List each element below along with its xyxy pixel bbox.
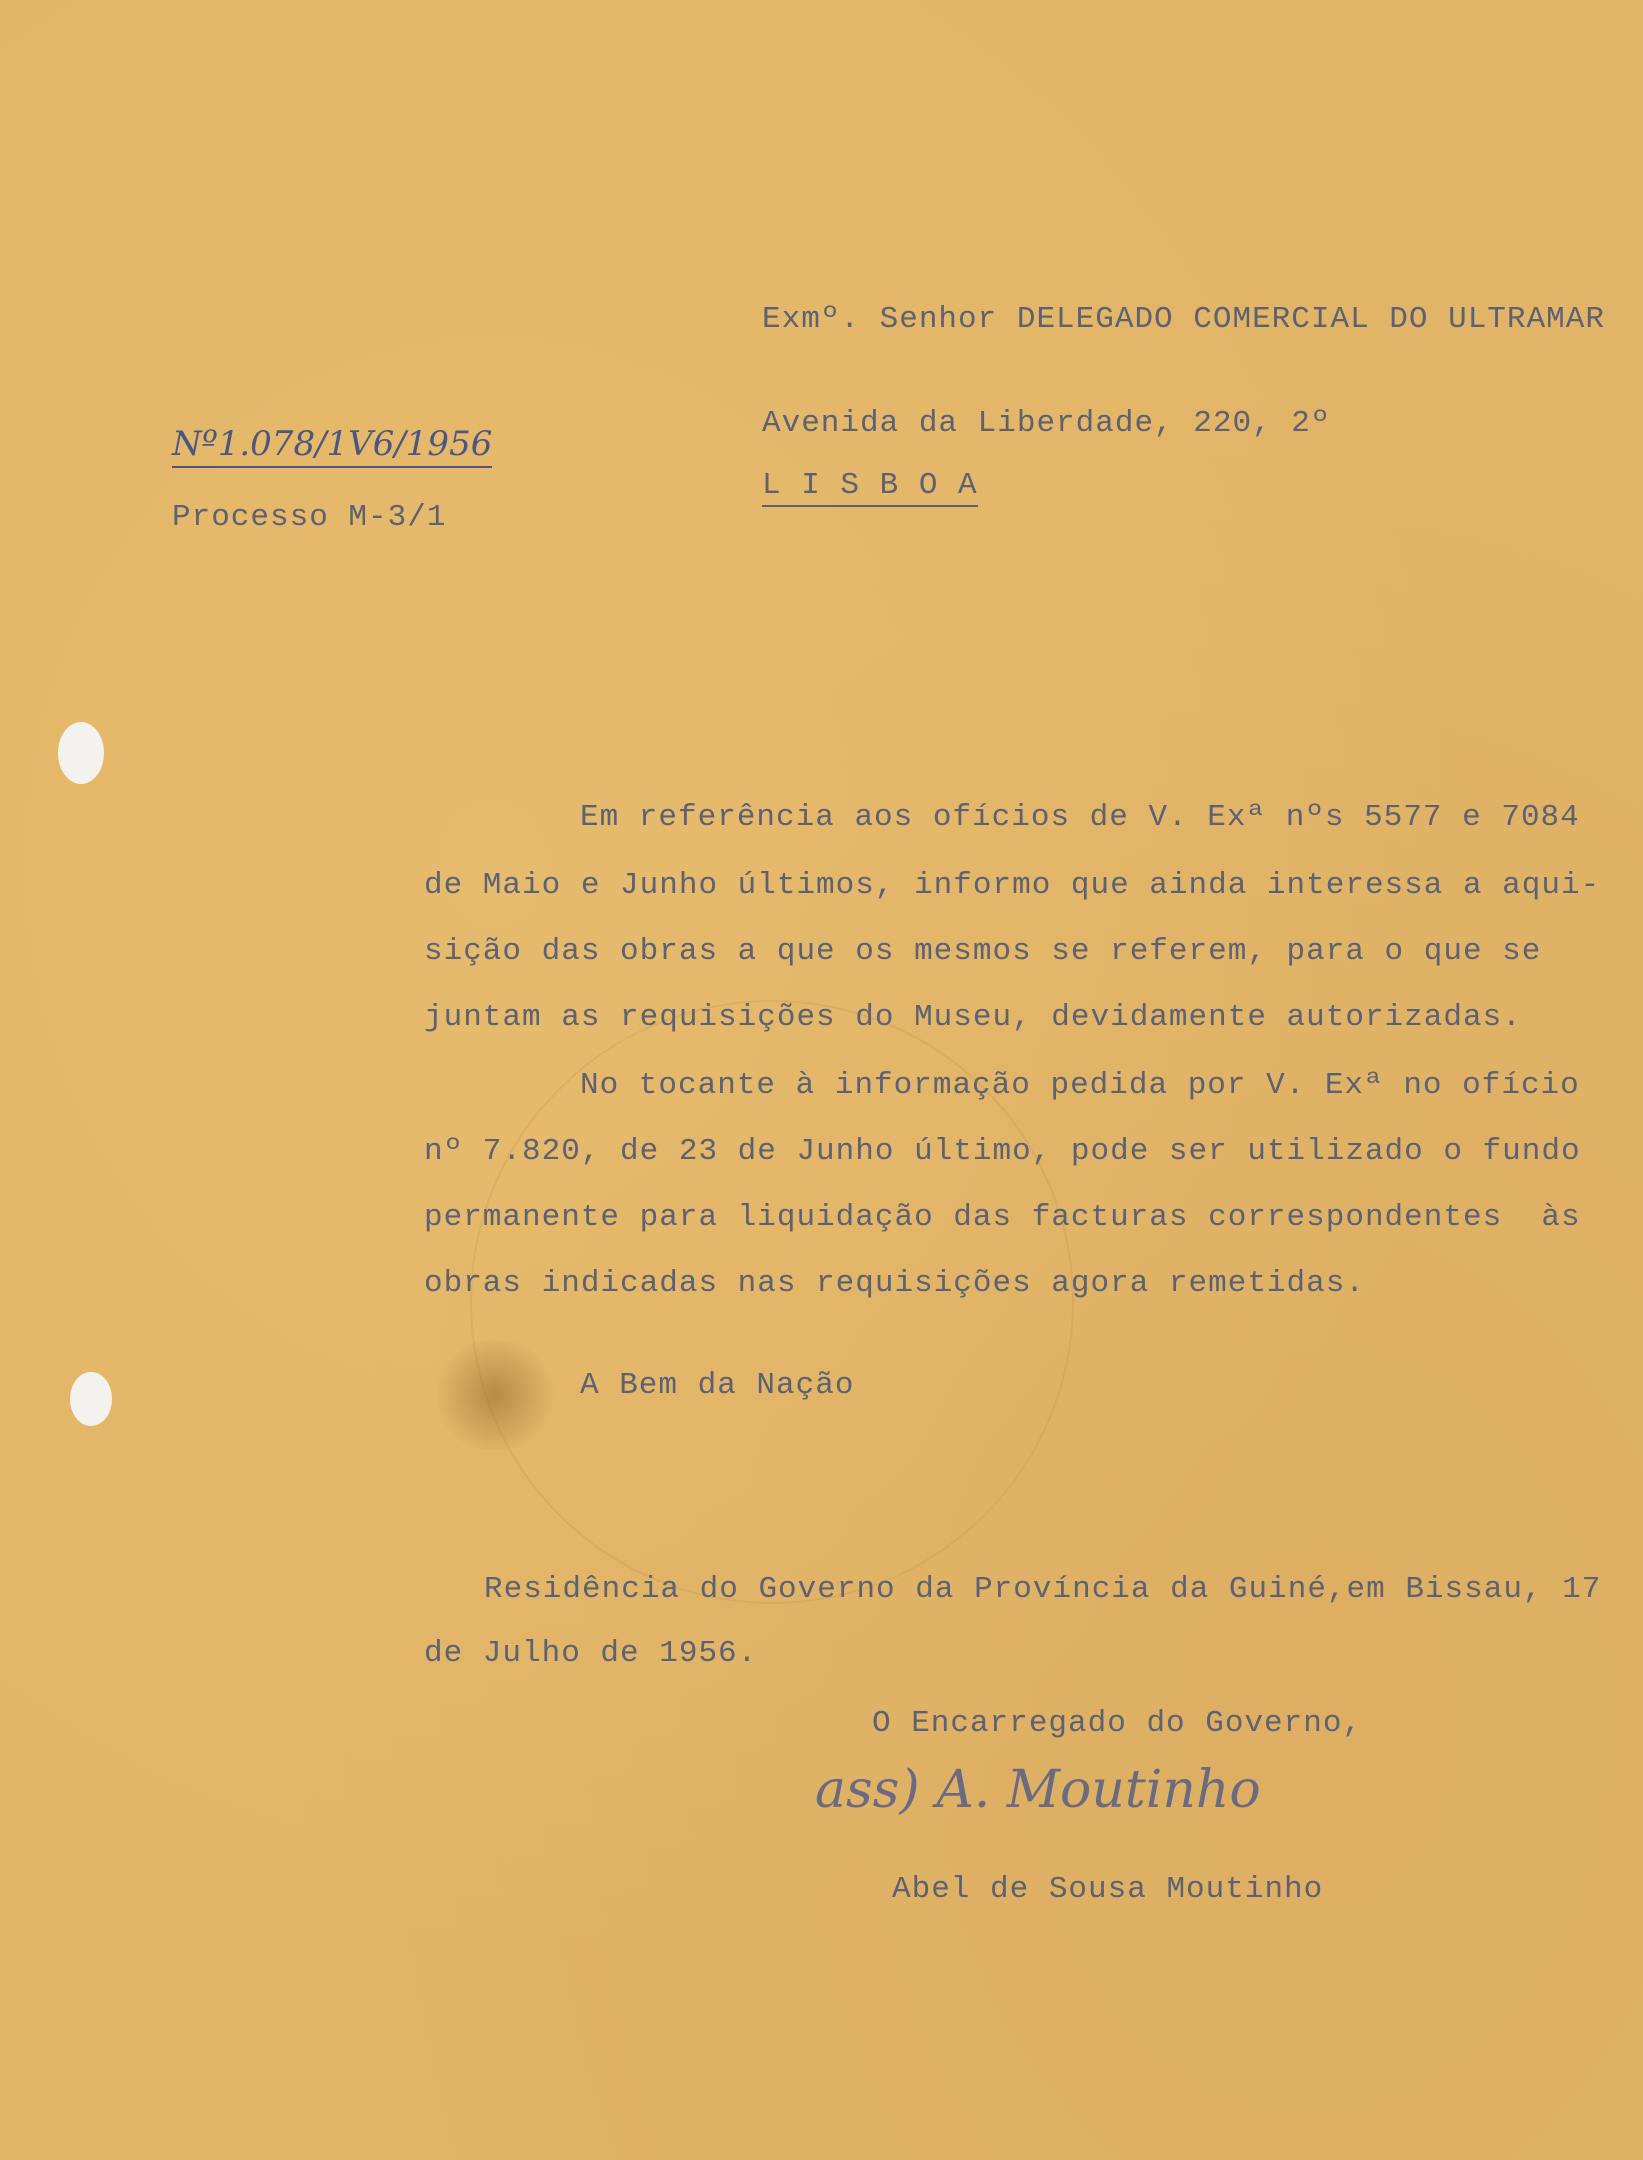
body-p1-line1: Em referência aos ofícios de V. Exª nºs 5577 e 7084 xyxy=(580,800,1580,835)
addressee-city: L I S B O A xyxy=(762,468,978,507)
place-date-line-1: Residência do Governo da Província da Guiné,em Bissau, 17 xyxy=(484,1572,1602,1607)
addressee-line-1: Exmº. Senhor DELEGADO COMERCIAL DO ULTRAMAR xyxy=(762,302,1605,337)
signatory-title: O Encarregado do Governo, xyxy=(872,1706,1363,1741)
handwritten-signature: ass) A. Moutinho xyxy=(815,1760,1261,1820)
signatory-name: Abel de Sousa Moutinho xyxy=(892,1872,1324,1907)
body-p2-line2: nº 7.820, de 23 de Junho último, pode ser utilizado o fundo xyxy=(424,1134,1581,1169)
closing-salutation: A Bem da Nação xyxy=(580,1368,855,1403)
body-p2-line1: No tocante à informação pedida por V. Exª no ofício xyxy=(580,1068,1580,1103)
reference-number: Nº1.078/1V6/1956 xyxy=(172,424,492,468)
body-p1-line4: juntam as requisições do Museu, devidamente autorizadas. xyxy=(424,1000,1522,1035)
body-p1-line3: sição das obras a que os mesmos se referem, para o que se xyxy=(424,934,1542,969)
body-p2-line4: obras indicadas nas requisições agora remetidas. xyxy=(424,1266,1365,1301)
ink-stain xyxy=(430,1340,560,1450)
body-p1-line2: de Maio e Junho últimos, informo que ainda interessa a aqui- xyxy=(424,868,1601,903)
process-number: Processo M-3/1 xyxy=(172,500,447,535)
punch-hole-bottom xyxy=(70,1372,112,1426)
body-p2-line3: permanente para liquidação das facturas correspondentes às xyxy=(424,1200,1581,1235)
addressee-line-2: Avenida da Liberdade, 220, 2º xyxy=(762,406,1331,441)
punch-hole-top xyxy=(58,722,104,784)
place-date-line-2: de Julho de 1956. xyxy=(424,1636,758,1671)
